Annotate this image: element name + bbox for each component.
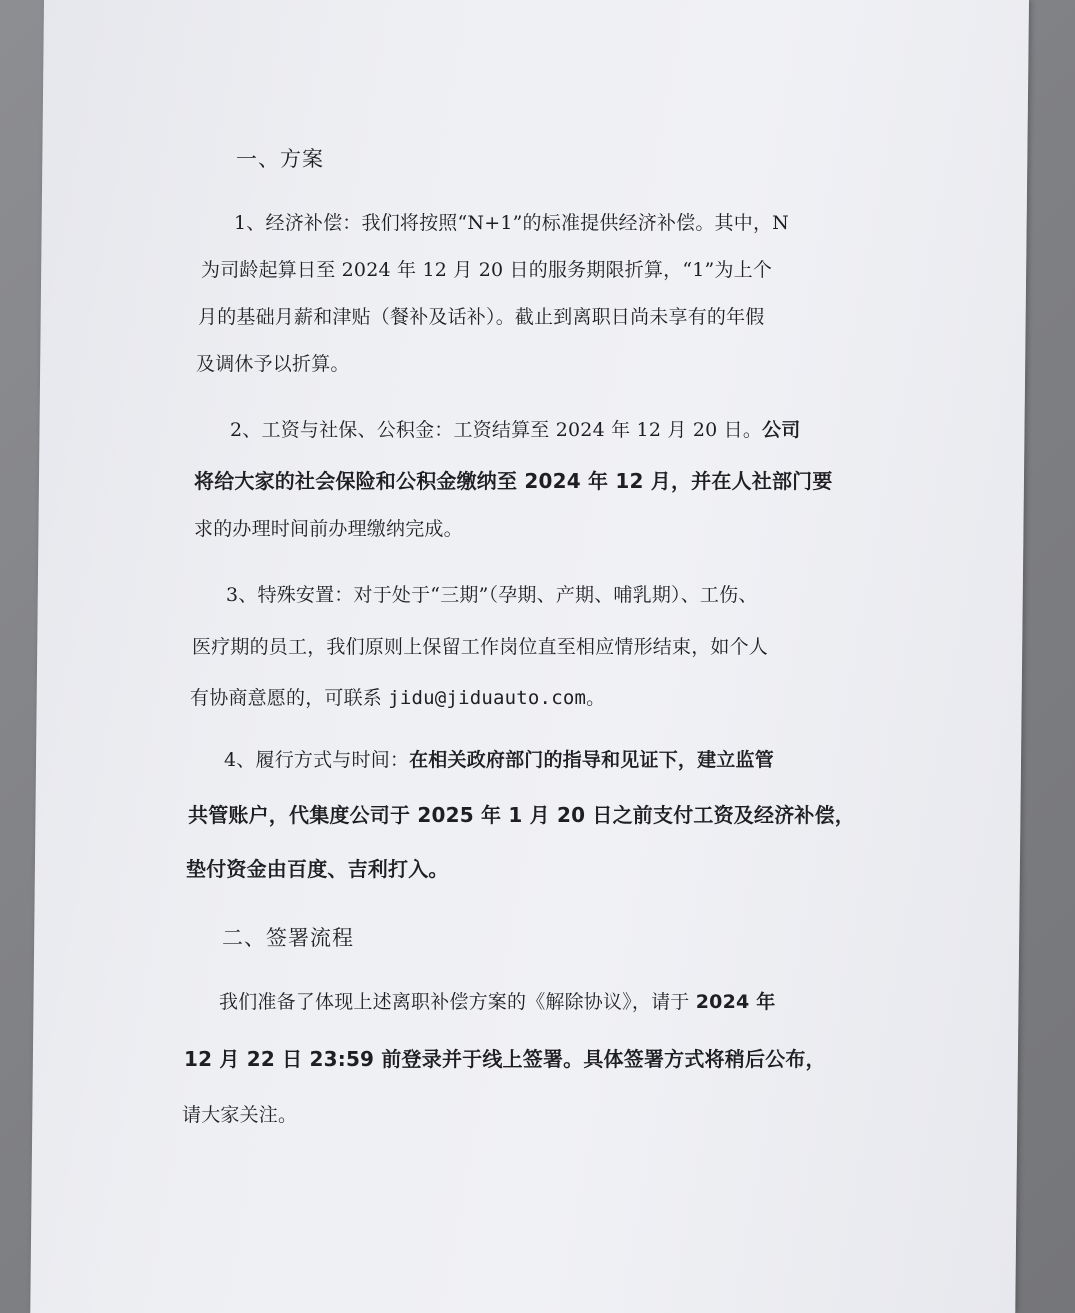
item1-line2: 为司龄起算日至 2024 年 12 月 20 日的服务期限折算，“1”为上个 xyxy=(201,259,773,281)
item1-line3: 月的基础月薪和津贴（餐补及话补）。截止到离职日尚未享有的年假 xyxy=(198,306,765,328)
signing-line2: 12 月 22 日 23:59 前登录并于线上签署。具体签署方式将稍后公布， xyxy=(184,1047,826,1071)
item2-line1-text: 2、工资与社保、公积金：工资结算至 2024 年 12 月 20 日。 xyxy=(230,419,763,441)
item3-line3-text: 有协商意愿的，可联系 xyxy=(190,687,389,709)
item2-line2: 将给大家的社会保险和公积金缴纳至 2024 年 12 月，并在人社部门要 xyxy=(194,469,833,493)
item4-line3: 垫付资金由百度、吉利打入。 xyxy=(186,857,449,881)
item3-line1: 3、特殊安置：对于处于“三期”（孕期、产期、哺乳期）、工伤、 xyxy=(226,584,758,606)
signing-line1-text: 我们准备了体现上述离职补偿方案的《解除协议》，请于 xyxy=(219,991,696,1013)
signing-line1 xyxy=(219,987,775,1014)
item1-line4: 及调休予以折算。 xyxy=(196,353,350,375)
item3-line3-end: 。 xyxy=(586,687,606,709)
item4-line2: 共管账户，代集度公司于 2025 年 1 月 20 日之前支付工资及经济补偿， xyxy=(188,803,855,827)
signing-line1-bold: 2024 年 xyxy=(695,991,776,1013)
section1-title: 一、方案 xyxy=(236,147,324,171)
item2-line3: 求的办理时间前办理缴纳完成。 xyxy=(194,518,463,540)
signing-line3: 请大家关注。 xyxy=(182,1104,298,1126)
item1-line1: 1、经济补偿：我们将按照“N+1”的标准提供经济补偿。其中，N xyxy=(234,212,789,234)
item2-line1-bold: 公司 xyxy=(762,419,801,441)
item4-line1 xyxy=(224,745,774,772)
item4-line1-bold: 在相关政府部门的指导和见证下，建立监管 xyxy=(409,749,774,771)
item4-line1-text: 4、履行方式与时间： xyxy=(224,749,410,771)
item2-line1 xyxy=(230,415,800,442)
item3-line2: 医疗期的员工，我们原则上保留工作岗位直至相应情形结束，如个人 xyxy=(192,636,769,658)
contact-email: jidu@jiduauto.com xyxy=(388,687,587,709)
section2-title: 二、签署流程 xyxy=(222,926,354,950)
item3-line3 xyxy=(190,683,605,710)
